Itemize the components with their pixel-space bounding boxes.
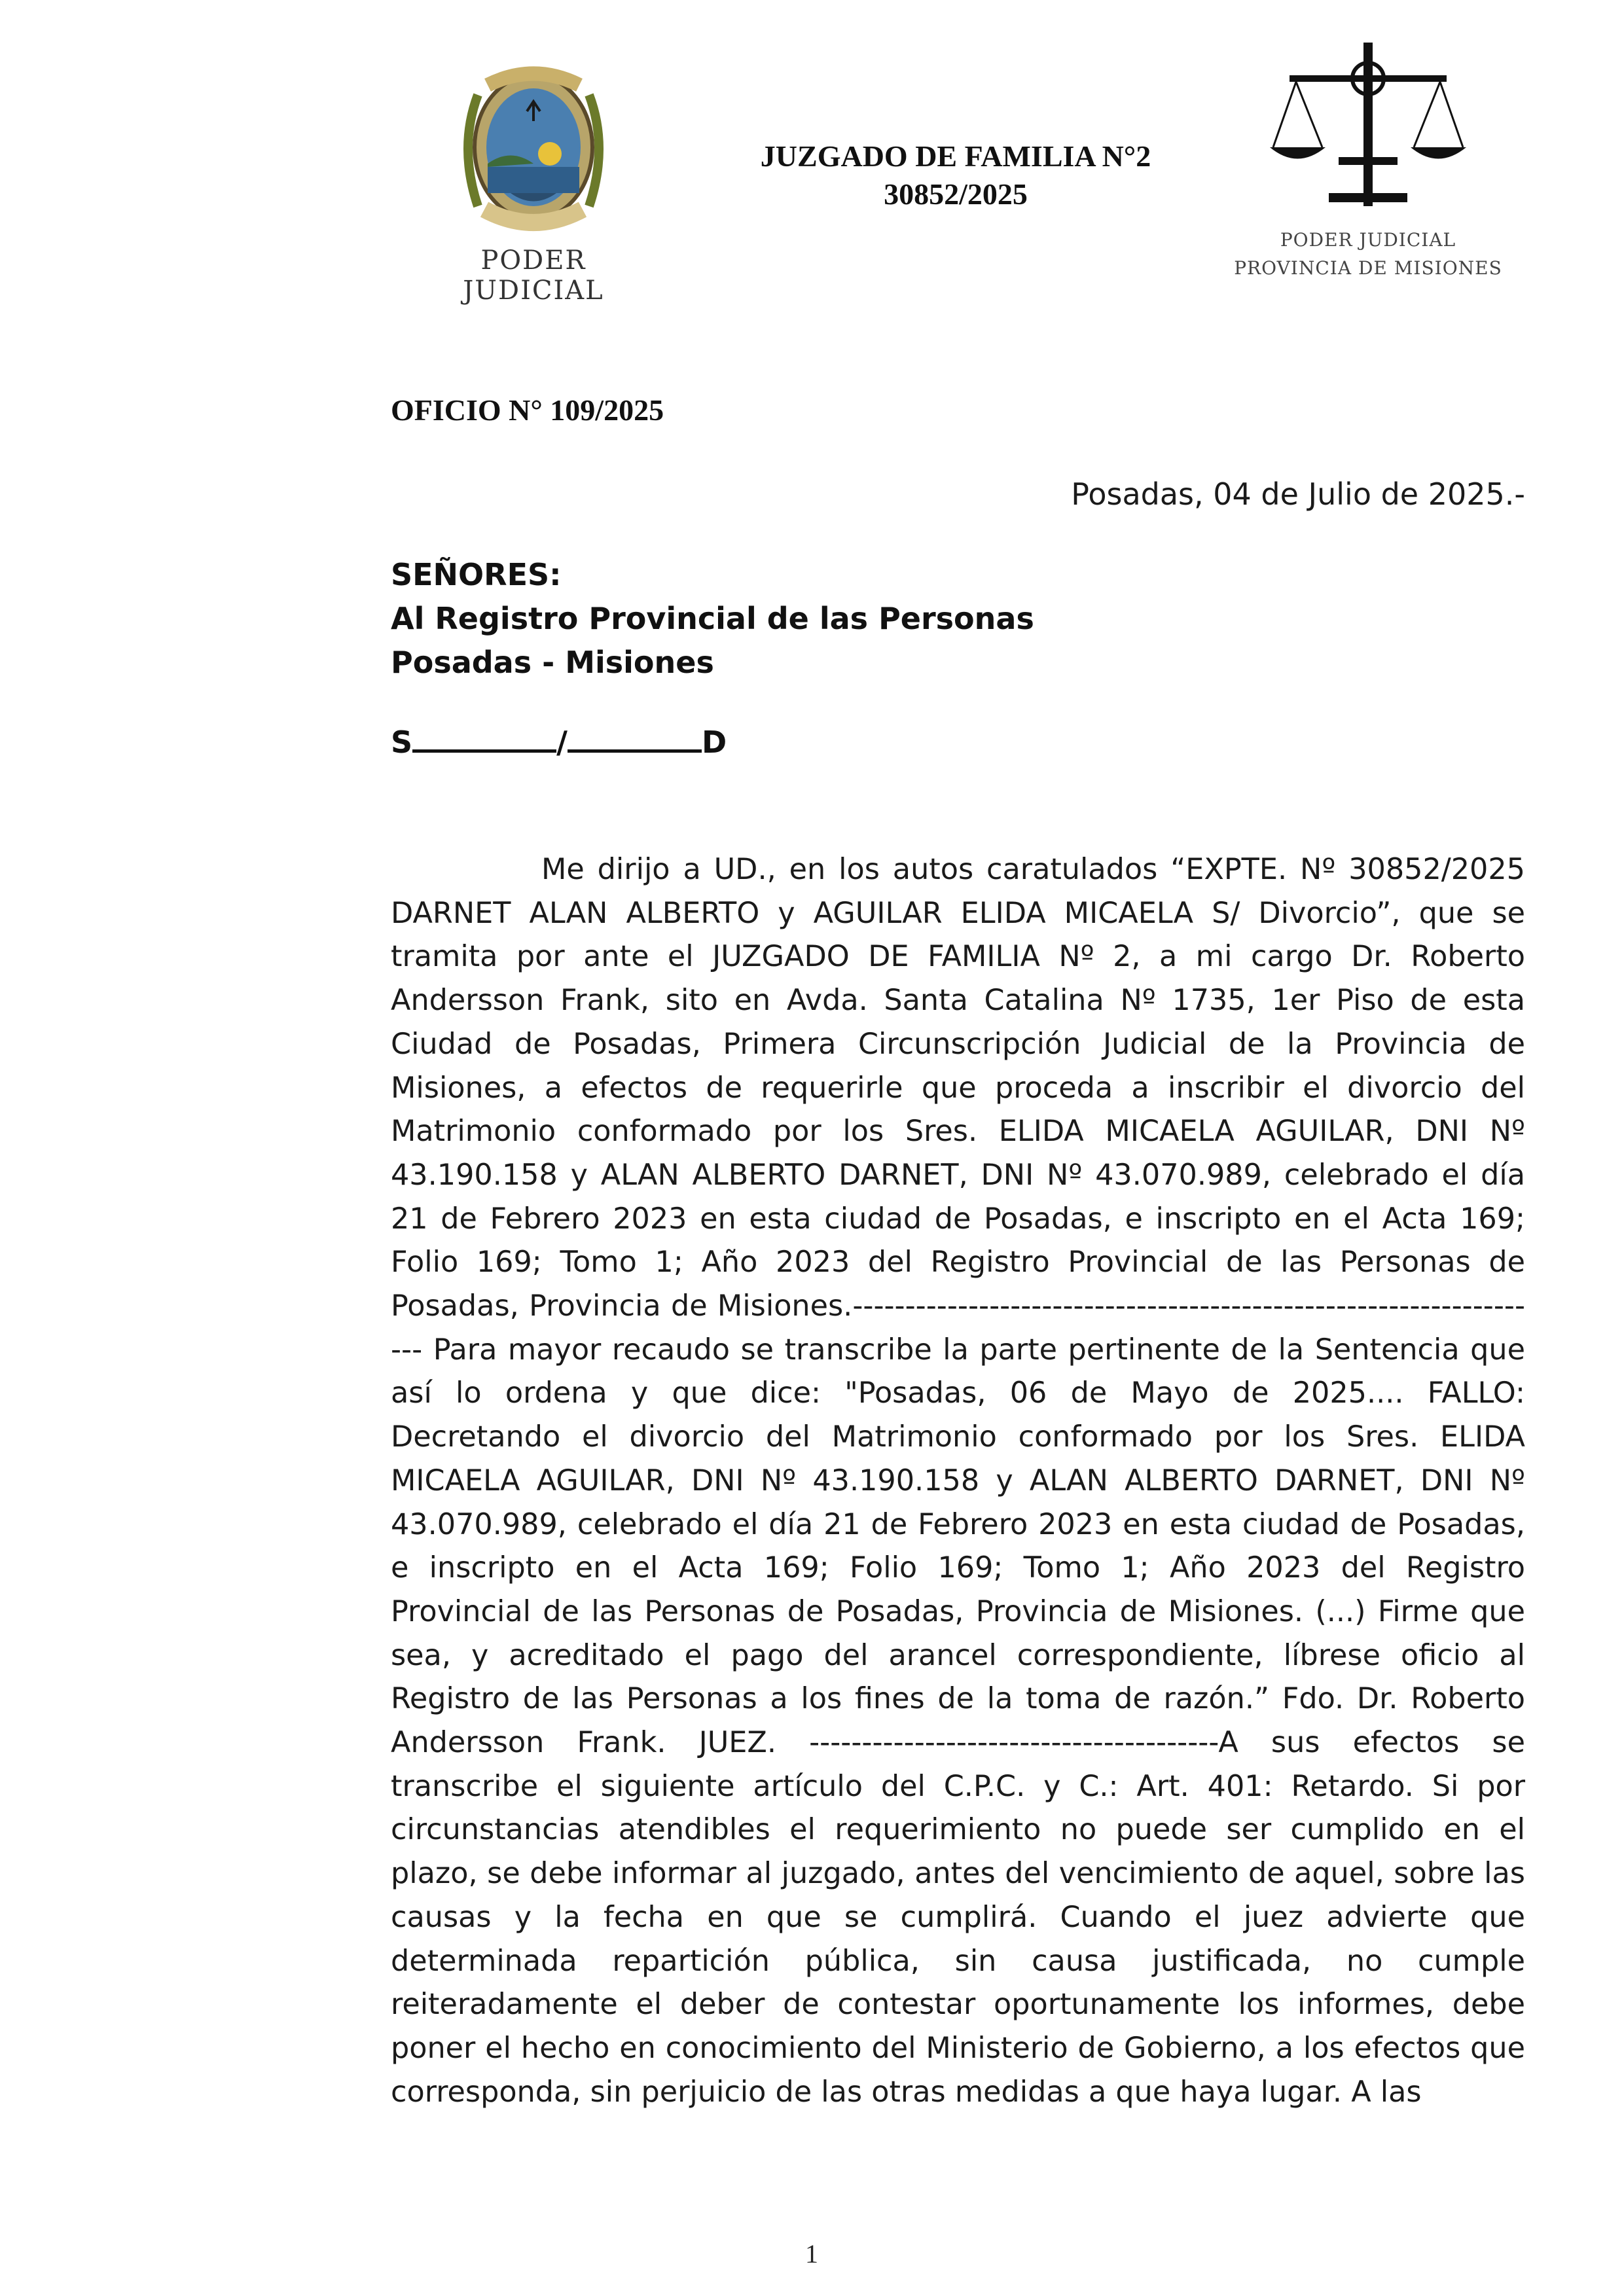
sd-start: S [391,725,413,760]
left-logo-caption: PODER JUDICIAL [463,245,604,306]
right-logo [1231,43,1506,291]
court-name: JUZGADO DE FAMILIA N°2 [760,139,1151,173]
left-logo [409,56,658,306]
addressee-block [391,553,1034,685]
addressee-location: Posadas - Misiones [391,645,714,680]
case-number: 30852/2025 [884,177,1028,211]
right-logo-caption-line2: PROVINCIA DE MISIONES [1234,257,1502,279]
body-text [391,848,1525,2114]
addressee-name: Al Registro Provincial de las Personas [391,601,1034,636]
place-date: Posadas, 04 de Julio de 2025.- [1071,476,1525,512]
page-number: 1 [805,2239,818,2269]
header-title [707,137,1204,213]
scales-of-justice-icon [1270,43,1466,213]
oficio-number: OFICIO N° 109/2025 [391,393,664,427]
provincial-seal-icon [452,56,615,245]
sd-separator: / [556,725,568,760]
sd-blank-1 [412,725,556,753]
addressee-salutation: SEÑORES: [391,557,562,592]
sd-end: D [701,725,727,760]
right-logo-caption-line1: PODER JUDICIAL [1280,229,1456,251]
sd-line [391,725,727,760]
body-paragraph: Me dirijo a UD., en los autos caratulados “EXPTE. Nº 30852/2025 DARNET ALAN ALBERTO y AGUILAR ELIDA MICAELA S/ Divorcio”, que se tramita por ante el JUZGADO DE FAMILIA Nº 2, a mi cargo Dr. Roberto Andersson Frank, sito en Avda. Santa Catalina Nº 1735, 1er Piso de esta Ciudad de Posadas, Primera Circunscripción Judicial de la Provincia de Misiones, a efectos de requerirle que proceda a inscribir el divorcio del Matrimonio conformado por los Sres. ELIDA MICAELA AGUILAR, DNI Nº 43.190.158 y ALAN ALBERTO DARNET, DNI Nº 43.070.989, celebrado el día 21 de Febrero 2023 en esta ciudad de Posadas, e inscripto en el Acta 169; Folio 169; Tomo 1; Año 2023 del Registro Provincial de las Personas de Posadas, Provincia de Misiones.------------------------------------------------------------------- Para mayor recaudo se transcribe la parte pertinente de la Sentencia que así lo ordena y que dice: "Posadas, 06 de Mayo de 2025.... FALLO: Decretando el divorcio del Matrimonio conformado por los Sres. ELIDA MICAELA AGUILAR, DNI Nº 43.190.158 y ALAN ALBERTO DARNET, DNI Nº 43.070.989, celebrado el día 21 de Febrero 2023 en esta ciudad de Posadas, e inscripto en el Acta 169; Folio 169; Tomo 1; Año 2023 del Registro Provincial de las Personas de Posadas, Provincia de Misiones. (...) Firme que sea, y acreditado el pago del arancel correspondiente, líbrese oficio al Registro de las Personas a los fines de la toma de razón.” Fdo. Dr. Roberto Andersson Frank. JUEZ. ---------------------------------------A sus efectos se transcribe el siguiente artículo del C.P.C. y C.: Art. 401: Retardo. Si por circunstancias atendibles el requerimiento no puede ser cumplido en el plazo, se debe informar al juzgado, antes del vencimiento de aquel, sobre las causas y la fecha en que se cumplirá. Cuando el juez advierte que determinada repartición pública, sin causa justificada, no cumple reiteradamente el deber de contestar oportunamente los informes, debe poner el hecho en conocimiento del Ministerio de Gobierno, a los efectos que corresponda, sin perjuicio de las otras medidas a que haya lugar. A las [391,853,1525,2109]
sd-blank-2 [568,725,702,753]
